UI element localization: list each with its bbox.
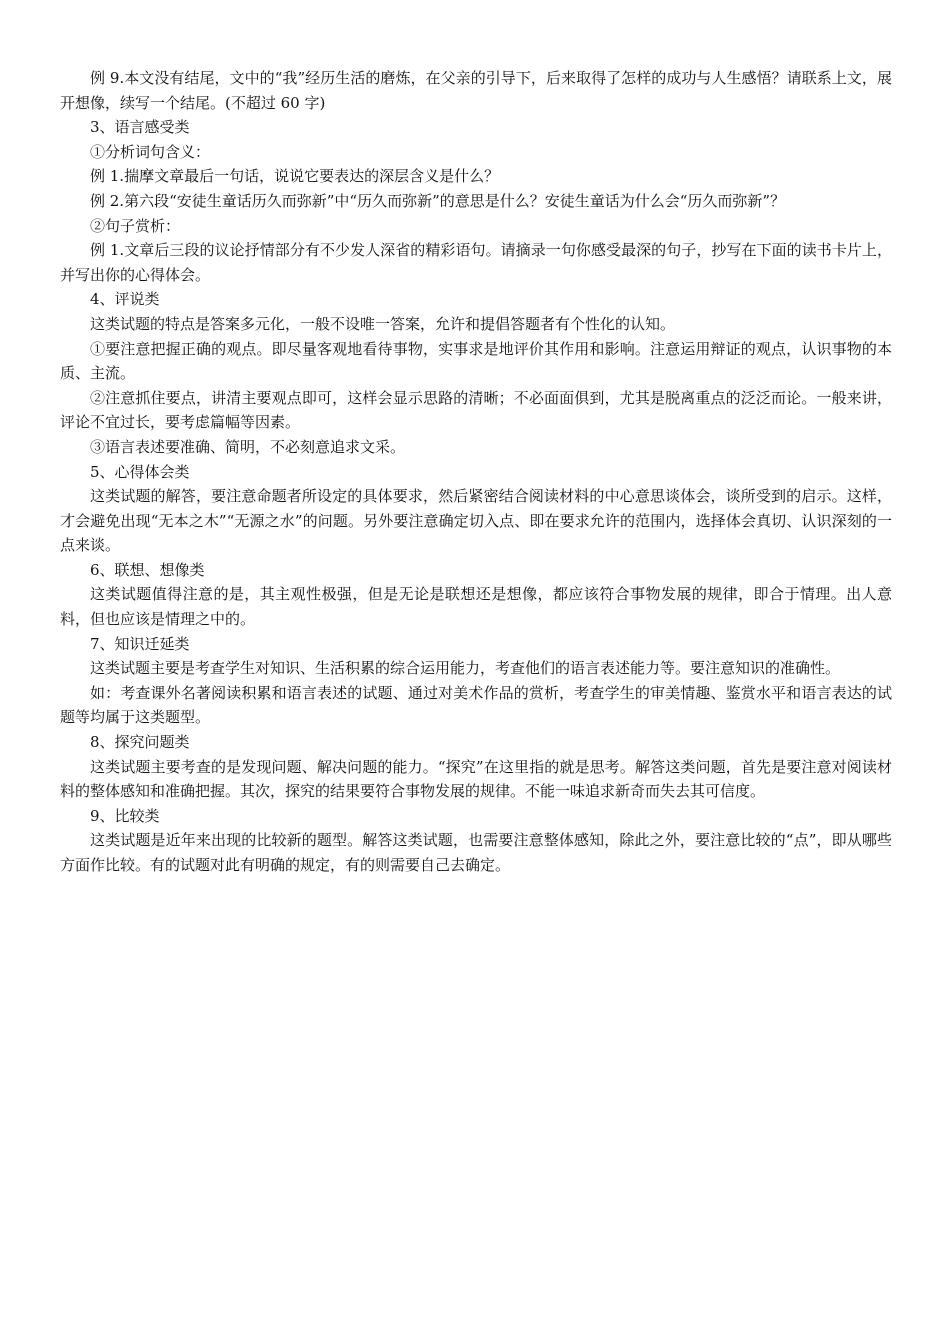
paragraph-comparison: 这类试题是近年来出现的比较新的题型。解答这类试题，也需要注意整体感知，除此之外，要注意比较的“点”，即从哪些方面作比较。有的试题对此有明确的规定，有的则需要自己去确定。 <box>60 831 892 874</box>
paragraph-commentary-point-3: ③语言表述要准确、简明，不必刻意追求文采。 <box>90 437 406 456</box>
heading-comparison: 9、比较类 <box>90 806 160 825</box>
paragraph-reflection: 这类试题的解答，要注意命题者所设定的具体要求，然后紧密结合阅读材料的中心意思谈体会，谈所受到的启示。这样，才会避免出现“无本之木”“无源之水”的问题。另外要注意确定切入点、即在要求允许的范围内，选择体会真切、认识深刻的一点来谈。 <box>60 487 892 555</box>
paragraph-example-9: 例 9.本文没有结尾，文中的“我”经历生活的磨炼，在父亲的引导下，后来取得了怎样的成功与人生感悟？请联系上文，展开想像，续写一个结尾。(不超过 60 字) <box>60 69 892 112</box>
subheading-word-meaning: ①分析词句含义： <box>90 142 211 161</box>
heading-reflection: 5、心得体会类 <box>90 462 190 481</box>
subheading-sentence-appreciation: ②句子赏析： <box>90 216 181 235</box>
paragraph-commentary-intro: 这类试题的特点是答案多元化，一般不设唯一答案，允许和提倡答题者有个性化的认知。 <box>90 314 676 333</box>
paragraph-example-1-appreciation: 例 1.文章后三段的议论抒情部分有不少发人深省的精彩语句。请摘录一句你感受最深的句子，抄写在下面的读书卡片上，并写出你的心得体会。 <box>60 241 892 284</box>
paragraph-commentary-point-1: ①要注意把握正确的观点。即尽量客观地看待事物，实事求是地评价其作用和影响。注意运用辩证的观点，认识事物的本质、主流。 <box>60 339 892 383</box>
heading-knowledge-transfer: 7、知识迁延类 <box>90 634 190 653</box>
heading-inquiry: 8、探究问题类 <box>90 733 190 752</box>
paragraph-commentary-point-2: ②注意抓住要点，讲清主要观点即可，这样会显示思路的清晰；不必面面俱到，尤其是脱离重点的泛泛而论。一般来讲，评论不宜过长，要考虑篇幅等因素。 <box>60 388 892 432</box>
paragraph-imagination: 这类试题值得注意的是，其主观性极强，但是无论是联想还是想像，都应该符合事物发展的规律，即合于情理。出人意料，但也应该是情理之中的。 <box>60 585 892 629</box>
paragraph-example-2: 例 2.第六段“安徒生童话历久而弥新”中“历久而弥新”的意思是什么？安徒生童话为什么会“历久而弥新”？ <box>90 191 786 210</box>
heading-language-perception: 3、语言感受类 <box>90 118 190 137</box>
paragraph-knowledge-transfer: 这类试题主要是考查学生对知识、生活积累的综合运用能力，考查他们的语言表述能力等。要注意知识的准确性。 <box>90 659 841 678</box>
paragraph-knowledge-example: 如：考查课外名著阅读积累和语言表述的试题、通过对美术作品的赏析，考查学生的审美情趣、鉴赏水平和语言表达的试题等均属于这类题型。 <box>60 683 892 727</box>
paragraph-inquiry: 这类试题主要考查的是发现问题、解决问题的能力。“探究”在这里指的就是思考。解答这类问题，首先是要注意对阅读材料的整体感知和准确把握。其次，探究的结果要符合事物发展的规律。不能一味追求新奇而失去其可信度。 <box>60 757 892 801</box>
document-body <box>60 66 892 878</box>
paragraph-example-1: 例 1.揣摩文章最后一句话，说说它要表达的深层含义是什么？ <box>90 167 500 186</box>
heading-imagination: 6、联想、想像类 <box>90 560 205 579</box>
heading-commentary: 4、评说类 <box>90 290 160 309</box>
